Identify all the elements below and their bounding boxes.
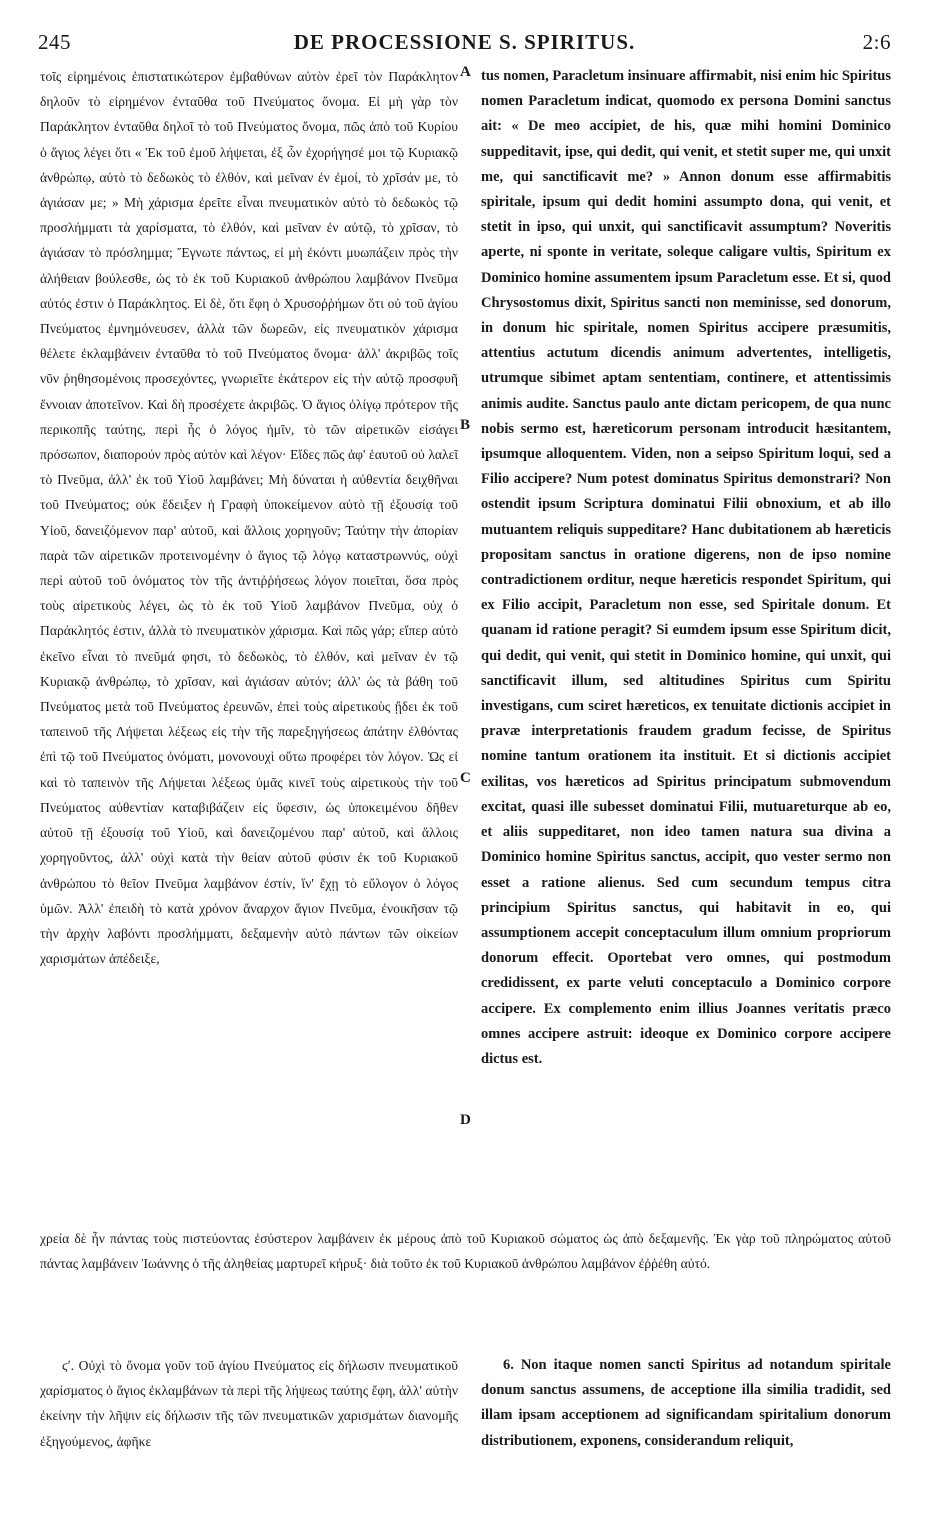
- greek-text: τοῖς εἰρημένοις ἐπιστατικώτερον ἐμβαθύνων αὐτὸν ἐρεῖ τὸν Παράκλητον δηλοῦν τὸ εἰρημένον ἐνταῦθα τοῦ Πνεύματος ὄνομα. Εἰ μὴ γὰρ τὸν Παράκλητον ἐνταῦθα δηλοῖ τὸ τοῦ Πνεύματος ὄνομα, πῶς ἀπὸ τοῦ Κυρίου ὁ ἅγιος λέγει ὅτι « Ἐκ τοῦ ἐμοῦ λήψεται, ἐξ ὧν ἐχορήγησέ μοι τῷ Κυριακῷ ἀνθρώπῳ, αὐτὸ τὸ δεδωκὸς τὸ ἐλθόν, καὶ μεῖναν ἐν ἐμοί, τὸ χρῖσάν με, τὸ ἁγιάσαν με; » Μὴ χάρισμα ἐρεῖτε εἶναι πνευματικὸν αὐτὸ τὸ δεδωκὸς τῷ προσλήμματι τὰ χαρίσματα, τὸ ἐλθόν, καὶ μεῖναν ἐν αὐτῷ, τὸ χρῖσαν, τὸ ἁγιάσαν τὸ πρόσλημμα; Ἔγνωτε πάντως, εἰ μὴ ἐκόντι μυωπάζειν πρὸς τὴν ἀλήθειαν βούλεσθε, ὡς τὸ ἐκ τοῦ Κυριακοῦ ἀνθρώπου λαμβάνον Πνεῦμα αὐτός ἐστιν ὁ Παράκλητος. Εἰ δὲ, ὅτι ἔφη ὁ Χρυσοῤῥήμων ὅτι οὐ τοῦ ἁγίου Πνεύματος ἐμνημόνευσεν, ἀλλὰ τῶν δωρεῶν, εἰς πνευματικὸν χάρισμα θέλετε ἐκλαμβάνειν ἐνταῦθα τὸ τοῦ Πνεύματος ὄνομα· ἀλλ' ἀκριβῶς τοῖς νῦν ῥηθησομένοις προσεχόντες, γνωριεῖτε ἑκάτερον εἰς τὴν αὐτῷ προσφυῆ ἔννοιαν ἀποτεῖνον. Καὶ δὴ προσέχετε ἀκριβῶς. Ὁ ἅγιος ὀλίγῳ πρότερον τῆς περικοπῆς ταύτης, περὶ ἧς ὁ λόγος ἡμῖν, τὸ τῶν αἱρετικῶν εἰσάγει πρόσωπον, διαπορούν πρὸς αὐτὸν καὶ λέγον· Εἴδες πῶς ἀφ' ἑαυτοῦ οὐ λαλεῖ τὸ Πνεῦμα, ἀλλ' ἐκ τοῦ Υἱοῦ λαμβάνει; Μὴ δύναται ἡ αὐθεντία δειχθῆναι τοῦ Πνεύματος; οὐκ ἔδειξεν ἡ Γραφὴ ὑποκείμενον αὐτὸ τῇ ἐξουσίᾳ τοῦ Υἱοῦ, δανειζόμενον παρ' αὐτοῦ, καὶ ἄλλοις χορηγοῦν; Ταύτην τὴν ἀπορίαν παρὰ τῶν αἱρετικῶν προτεινομένην ὁ ἅγιος τῷ λόγῳ καταστρωννύς, οὐχὶ περὶ αὐτοῦ τοῦ ὀνόματος τὸν τῆς ἀντιῤῥήσεως λόγον ποιεῖται, ὅσα πρὸς τοὺς αἱρετικοὺς λέγει, ὡς τὸ ἐκ τοῦ Υἱοῦ λαμβάνον Πνεῦμα, οὐχ ὁ Παράκλητός ἐστιν, ἀλλὰ τὸ πνευματικὸν χάρισμα. Καὶ πῶς γάρ; εἴπερ αὐτὸ ἐκεῖνο εἶναι τὸ πνεῦμά φησι, τὸ δεδωκὸς, τὸ ἐλθόν, καὶ μεῖναν ἐν τῷ Κυριακῷ ἀνθρώπῳ, τὸ χρῖσαν, καὶ ἁγιάσαν αὐτόν; ἀλλ' ὡς τὰ βάθη τοῦ Πνεύματος μετὰ τοῦ Πνεύματος ἐρευνῶν, ἐπεὶ τοὺς αἱρετικοὺς ᾔδει ἐκ τοῦ ταπεινοῦ τῆς Λήψεται λέξεως εἰς τὴν τῆς παρεξηγήσεως ἀπάτην ἐλθόντας ἐπὶ τῷ τοῦ Πνεύματος ὀνόματι, μονονουχὶ οὕτω προφέρει τὸν λόγον. Ὡς εἰ καὶ τὸ ταπεινὸν τῆς Λήψεται λέξεως ὑμᾶς κινεῖ τοὺς αἱρετικοὺς τὴν τοῦ Πνεύματος αὐθεντίαν καταβιβάζειν εἰς ὕφεσιν, ὡς ὑποκειμένου δῆθεν αὐτοῦ τῇ ἐξουσίᾳ τοῦ Υἱοῦ, καὶ δανειζομένου παρ' αὐτοῦ, καὶ ἄλλοις χορηγοῦντος, ἀλλ' οὐχὶ κατὰ τὴν θείαν αὐτοῦ φύσιν ἐκ τοῦ Κυριακοῦ ἀνθρώπου τὸ θεῖον Πνεῦμα λαμβάνον ἐστίν, ἵν' ἔχῃ τὸ εὔλογον ὁ λόγος ὑμῶν. Ἀλλ' ἐπειδὴ τὸ κατὰ χρόνον ἄναρχον ἅγιον Πνεῦμα, ἐνοικῆσαν τῷ τὴν ἀρχὴν λαβόντι προσλήμματι, δεξαμενὴν αὐτὸ πάντων τῶν οἰκείων χαρισμάτων ἀπέδειξε,: [40, 69, 458, 967]
- margin-letter-d: D: [460, 1112, 471, 1128]
- running-title: DE PROCESSIONE S. SPIRITUS.: [293, 30, 636, 54]
- greek-column: [40, 64, 458, 971]
- latin-column: [481, 64, 891, 1072]
- latin-section-6-text: 6. Non itaque nomen sancti Spiritus ad notandum spiritale donum sanctus assumens, de acceptione illa similia tradidit, sed illam ipsam acceptionem ad significandam spiritalium donorum distributionem, exponens, considerandum reliquit,: [481, 1357, 891, 1449]
- margin-letter-a: A: [460, 64, 471, 80]
- page-number-right: 2:6: [862, 30, 891, 54]
- greek-section-6: [40, 1353, 458, 1454]
- greek-section-6-text: ϛʹ. Οὐχὶ τὸ ὄνομα γοῦν τοῦ ἁγίου Πνεύματος εἰς δήλωσιν πνευματικοῦ χαρίσματος ὁ ἅγιος ἐκλαμβάνων τὰ περὶ τῆς λήψεως ταύτης ἔφη, ἀλλ' αὐτὴν ἐκείνην τὴν λῆψιν εἰς δήλωσιν τῆς τῶν πνευματικῶν χαρισμάτων διανομῆς ἐξηγούμενος, ἀφῆκε: [40, 1358, 458, 1449]
- margin-letter-c: C: [460, 770, 471, 786]
- page-number-left: 245: [38, 30, 71, 54]
- latin-text: tus nomen, Paracletum insinuare affirmabit, nisi enim hic Spiritus nomen Paracletum indicat, quomodo ex persona Domini sanctus ait: « De meo accipiet, de his, quæ mihi homini Dominico suppeditavit, ipse, qui dedit, qui venit, et stetit super me, qui unxit me, qui sanctificavit me? » Annon donum esse affirmabitis spiritale, ipsum qui dedit homini assumpto dona, qui venit, et stetit in ipso, qui unxit, qui sanctificavit assumptum? Noveritis aperte, ni sponte in veritate, soleque caligare vultis, Spiritum ex Dominico homine assumentem ipsum Paracletum esse. Et si, quod Chrysostomus dixit, Spiritus sancti non meminisse, sed donorum, in donum hic spiritale, nomen Spiritus accipere præsumitis, attentius actutum dicendis animum advertentes, intelligetis, utrumque sibimet aptam sententiam, continere, et attentissimis animis audite. Sanctus paulo ante dictam pericopem, de qua nunc nobis sermo est, hæreticorum personam introducit hæsitantem, ipsumque alloquentem. Viden, non a seipso Spiritum loqui, sed a Filio accipere? Num potest dominatus Spiritus demonstrari? Non ostendit ipsum Scriptura dominatui Filii obnoxium, et ab illo mutuantem reliquis suppeditare? Hanc dubitationem ab hæreticis propositam sanctus in oratione digerens, non de ipso nomine contradictionem orditur, neque hæreticis respondet Spiritum, qui ex Filio accipit, Paracletum non esse, sed Spiritale donum. Et quanam id ratione peragit? Si eumdem ipsum esse Spiritum dicit, qui dedit, qui venit, qui stetit in Dominico homine, qui unxit, qui sanctificavit illum, sed altitudines Spiritus cum Spiritu investigans, cum sciret hæreticos, ex tenuitate dictionis accipiet in pravæ interpretationis fraudem gradum fecisse, de Spiritus nomine tantum orationem ita instituit. Et si dictionis accipiet exilitas, vos hæreticos ad Spiritus principatum submovendum excitat, quasi ille subesset dominatui Filii, mutuareturque ab eo, et aliis suppeditaret, non ideo tamen natura sua divina a Dominico homine Spiritus sanctus, accipit, quo vester sermo non esset a ratione alienus. Sed cum secundum tempus citra principium Spiritus sanctus, qui habitavit in eo, qui assumptionem accepit conceptaculum illum omnium propriorum donorum effecit. Oportebat vero omnes, qui postmodum credidissent, ex parte veluti conceptaculo a Dominico corpore accipere. Ex complemento enim illius Joannes veritatis præco omnes accipere astruit: ideoque ex Dominico corpore accipere dictus est.: [481, 68, 891, 1067]
- greek-bridge-paragraph: [40, 1212, 891, 1290]
- running-header: [38, 30, 891, 60]
- latin-section-6: [481, 1353, 891, 1454]
- greek-bridge-text: χρεία δὲ ἦν πάντας τοὺς πιστεύοντας ἐσύστερον λαμβάνειν ἐκ μέρους ἀπὸ τοῦ Κυριακοῦ σώματος ὡς ἀπὸ δεξαμενῆς. Ἐκ γὰρ τοῦ πληρώματος αὐτοῦ πάντας λαμβάνειν Ἰωάννης ὁ τῆς ἀληθείας μαρτυρεῖ κήρυξ· διὰ τοῦτο ἐκ τοῦ Κυριακοῦ ἀνθρώπου λαμβάνον ἐῤῥέθη αὐτό.: [40, 1230, 891, 1271]
- margin-letter-b: B: [460, 417, 471, 433]
